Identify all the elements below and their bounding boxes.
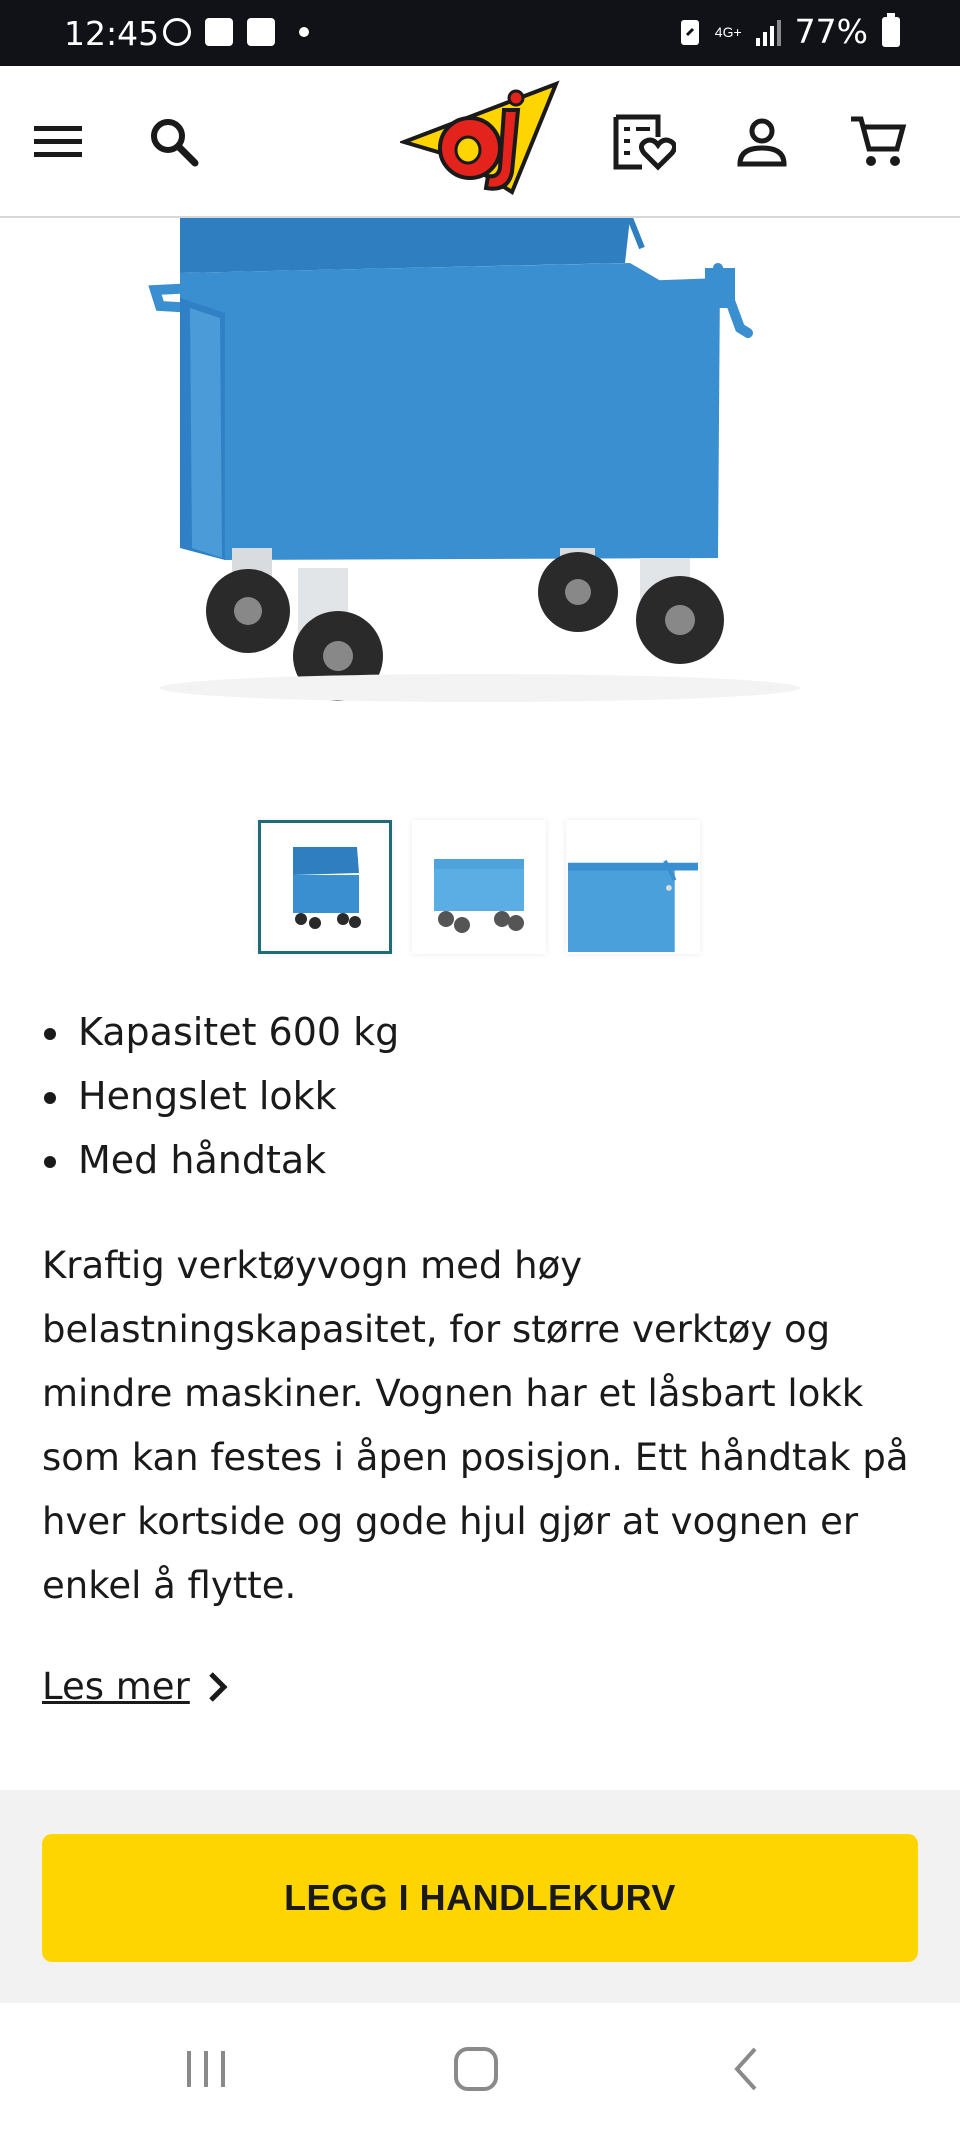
product-description: Kraftig verktøyvogn med høy belastningskapasitet, for større verktøy og mindre maskiner. Vognen har et låsbart lokk som kan festes i åpen posisjon. Ett håndtak på hver kortside og gode hjul gjør at vognen er enkel å flytte. (42, 1244, 909, 1607)
thumbnail-3[interactable] (566, 820, 700, 954)
product-highlights (42, 1000, 399, 1192)
aj-logo-icon (400, 80, 560, 200)
network-type: 4G+ (714, 23, 742, 40)
more-notifications-icon (299, 27, 309, 37)
highlight-item: Med håndtak (42, 1128, 399, 1192)
battery-saver-icon (679, 17, 701, 47)
battery-icon (882, 17, 900, 47)
gallery-icon (205, 18, 233, 46)
site-header (0, 66, 960, 218)
wishlist-button[interactable] (608, 106, 680, 178)
status-notification-icons (163, 18, 309, 46)
recent-apps-icon (183, 2047, 229, 2091)
search-icon (148, 116, 200, 168)
battery-percent: 77% (794, 12, 868, 51)
add-to-cart-button[interactable]: LEGG I HANDLEKURV (42, 1834, 918, 1962)
back-button[interactable] (706, 2039, 786, 2099)
thumbnail-image (275, 837, 375, 937)
recent-apps-button[interactable] (166, 2039, 246, 2099)
cart-button[interactable] (842, 106, 914, 178)
wishlist-icon (612, 113, 676, 171)
back-icon (731, 2046, 761, 2092)
product-image[interactable] (0, 218, 960, 778)
checkbox-icon (247, 18, 275, 46)
add-to-cart-bar (0, 1790, 960, 2003)
home-icon (453, 2046, 499, 2092)
read-more-label: Les mer (42, 1665, 190, 1708)
system-nav-bar (0, 2003, 960, 2133)
sync-icon (163, 18, 191, 46)
thumbnail-2[interactable] (412, 820, 546, 954)
cart-icon (849, 113, 907, 171)
search-button[interactable] (138, 106, 210, 178)
menu-icon (32, 122, 84, 162)
thumbnail-image (424, 837, 534, 937)
highlight-item: Hengslet lokk (42, 1064, 399, 1128)
menu-button[interactable] (22, 106, 94, 178)
status-bar (0, 0, 960, 66)
account-button[interactable] (726, 106, 798, 178)
tool-cart-illustration (0, 218, 960, 778)
signal-icon (756, 18, 781, 46)
status-time: 12:45 (64, 14, 160, 53)
read-more-link[interactable] (42, 1665, 230, 1708)
status-system-icons (679, 12, 900, 51)
logo[interactable] (400, 80, 560, 200)
image-thumbnails (258, 820, 700, 954)
highlight-item: Kapasitet 600 kg (42, 1000, 399, 1064)
account-icon (736, 116, 788, 168)
home-button[interactable] (436, 2039, 516, 2099)
thumbnail-image (568, 820, 698, 954)
chevron-right-icon (206, 1670, 230, 1704)
thumbnail-1[interactable] (258, 820, 392, 954)
